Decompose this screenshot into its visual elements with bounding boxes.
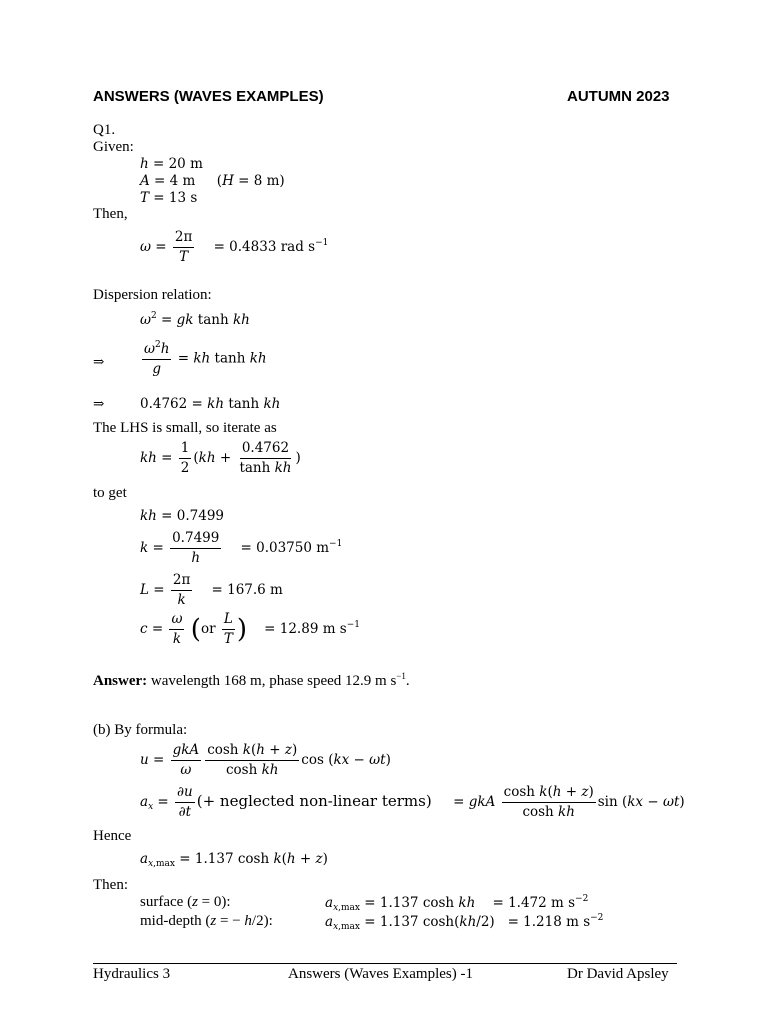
dispersion-label: Dispersion relation:: [93, 287, 212, 303]
middepth-label: mid-depth (z = − h/2):: [140, 913, 273, 929]
footer-author: Dr David Apsley: [567, 966, 669, 982]
given-t: T = 13 s: [140, 190, 198, 206]
ax-equation: $a_x$ = $\frac{\partial u}{\partial t}$ (+ neglected non-linear terms) = gkA $\frac{\text{cosh k(h + z)}}{\text{cosh kh}}$ sin (kx − ωt): [140, 784, 685, 820]
lhs-small-text: The LHS is small, so iterate as: [93, 420, 277, 436]
omega-equation: ω = $\frac{2\pi}{T}$ = 0.4833 rad $s^{-1}$: [140, 229, 329, 265]
lhs-equation: 0.4762 = kh tanh kh: [140, 396, 281, 412]
hence-label: Hence: [93, 828, 132, 844]
dispersion-rearranged: $\frac{\omega^2h}{g}$ = kh tanh kh: [144, 340, 267, 377]
c-equation: c = $\frac{\omega}{k}$ (or $\frac{L}{T}$ ) = 12.89 m $s^{-1}$: [140, 611, 360, 647]
implies-arrow-1: ⇒: [93, 354, 105, 370]
surface-label: surface (z = 0):: [140, 894, 231, 910]
footer-page: Answers (Waves Examples) -1: [288, 966, 473, 982]
u-equation: u = $\frac{\text{gkA}}{\omega}$ $\frac{\text{cosh k(h + z)}}{\text{cosh kh}}$ cos (kx − ωt): [140, 742, 391, 778]
part-b-label: (b) By formula:: [93, 722, 188, 738]
given-a: A = 4 m (H = 8 m): [140, 173, 285, 189]
middepth-result: $a_{x,max} = 1.137$ cosh(kh/2) = 1.218 m $s^{-2}$: [325, 913, 604, 932]
given-h: h = 20 m: [140, 156, 203, 172]
footer-rule: [93, 963, 677, 964]
then-label-b: Then:: [93, 877, 128, 893]
term-label: AUTUMN 2023: [567, 88, 670, 105]
surface-result: $a_{x,max} = 1.137$ cosh kh = 1.472 m $s^{-2}$: [325, 894, 589, 913]
ax-max-equation: $a_{x,max} = 1.137$ cosh k(h + z): [140, 851, 328, 869]
to-get-label: to get: [93, 485, 127, 501]
iteration-equation: kh = $\frac{1}{2}$ (kh + $\frac{0.4762}{\text{tanh kh}}$ ): [140, 440, 301, 476]
implies-arrow-2: ⇒: [93, 396, 105, 412]
answer-line: Answer: wavelength 168 m, phase speed 12.9 m $s^{-1}$.: [93, 671, 410, 689]
dispersion-equation: $\omega^2$ = gk tanh kh: [140, 311, 250, 328]
k-equation: k = $\frac{0.7499}{h}$ = 0.03750 $m^{-1}$: [140, 530, 343, 566]
footer-course: Hydraulics 3: [93, 966, 171, 982]
question-label: Q1.: [93, 122, 116, 138]
kh-result: kh = 0.7499: [140, 508, 225, 524]
then-label: Then,: [93, 206, 128, 222]
document-title: ANSWERS (WAVES EXAMPLES): [93, 88, 324, 105]
given-label: Given:: [93, 139, 134, 155]
l-equation: L = $\frac{2\pi}{k}$ = 167.6 m: [140, 572, 283, 608]
